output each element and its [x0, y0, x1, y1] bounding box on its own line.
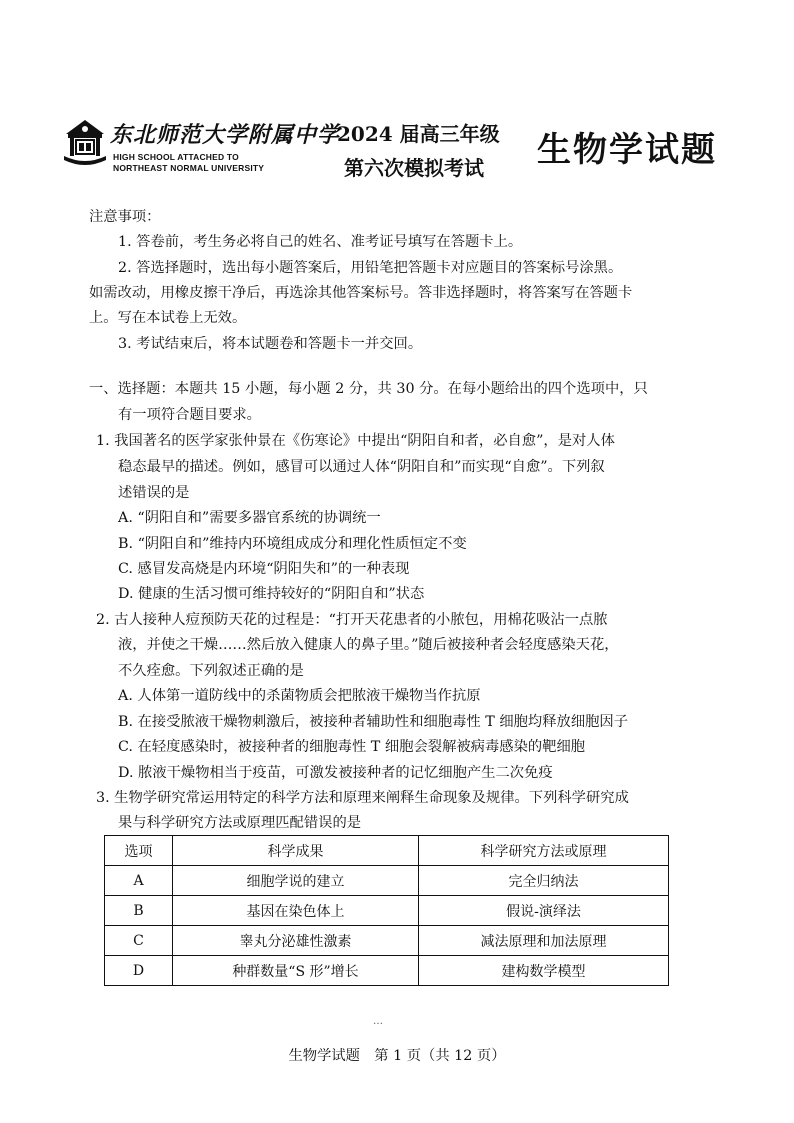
question-3-stem: 果与科学研究方法或原理匹配错误的是	[118, 815, 362, 831]
school-crest-icon	[62, 116, 108, 168]
section-heading: 一、选择题：本题共 15 小题，每小题 2 分，共 30 分。在每小题给出的四个选项中，只	[89, 381, 648, 397]
question-2-option-a: A. 人体第一道防线中的杀菌物质会把脓液干燥物当作抗原	[118, 688, 481, 704]
school-logo	[62, 116, 108, 168]
table-header-cell: 选项	[105, 836, 173, 866]
table-cell: 假说-演绎法	[419, 896, 669, 926]
question-1-option-a: A. “阴阳自和”需要多器官系统的协调统一	[118, 510, 381, 526]
question-1-stem: 稳态最早的描述。例如，感冒可以通过人体“阴阳自和”而实现“自愈”。下列叙	[118, 459, 605, 475]
table-cell: 完全归纳法	[419, 866, 669, 896]
question-3-table	[104, 835, 669, 986]
table-row	[105, 956, 669, 986]
table-cell: A	[105, 866, 173, 896]
question-1-stem: 述错误的是	[118, 485, 190, 501]
question-2-option-b: B. 在接受脓液干燥物刺激后，被接种者辅助性和细胞毒性 T 细胞均释放细胞因子	[118, 714, 629, 730]
page-footer: 生物学试题 第 1 页（共 12 页）	[288, 1048, 506, 1064]
table-cell: 睾丸分泌雄性激素	[173, 926, 419, 956]
question-1-stem: 1. 我国著名的医学家张仲景在《伤寒论》中提出“阴阳自和者，必自愈”，是对人体	[96, 433, 615, 449]
question-2-stem: 不久痊愈。下列叙述正确的是	[118, 663, 304, 679]
notice-line: 如需改动，用橡皮擦干净后，再选涂其他答案标号。答非选择题时，将答案写在答题卡	[89, 285, 633, 301]
school-name-cn: 东北师范大学附属中学	[110, 122, 341, 148]
table-cell: 细胞学说的建立	[173, 866, 419, 896]
notice-line: 上。写在本试卷上无效。	[89, 310, 247, 326]
notice-line: 2. 答选择题时，选出每小题答案后，用铅笔把答题卡对应题目的答案标号涂黑。	[118, 260, 623, 276]
table-header-cell: 科学研究方法或原理	[419, 836, 669, 866]
table-cell: C	[105, 926, 173, 956]
table-row	[105, 866, 669, 896]
exam-grade: 2024 届高三年级	[337, 122, 500, 146]
table-cell: 基因在染色体上	[173, 896, 419, 926]
question-2-stem: 液，并使之干燥……然后放入健康人的鼻子里。”随后被接种者会轻度感染天花，	[118, 637, 619, 653]
table-header-cell: 科学成果	[173, 836, 419, 866]
table-row	[105, 926, 669, 956]
question-1-option-b: B. “阴阳自和”维持内环境组成成分和理化性质恒定不变	[118, 536, 467, 552]
table-header-row	[105, 836, 669, 866]
notice-line: 3. 考试结束后，将本试题卷和答题卡一并交回。	[118, 336, 423, 352]
question-2-option-c: C. 在轻度感染时，被接种者的细胞毒性 T 细胞会裂解被病毒感染的靶细胞	[118, 739, 586, 755]
section-heading-cont: 有一项符合题目要求。	[118, 407, 261, 423]
table-cell: 减法原理和加法原理	[419, 926, 669, 956]
notice-line: 1. 答卷前，考生务必将自己的姓名、准考证号填写在答题卡上。	[118, 234, 523, 250]
question-1-option-c: C. 感冒发高烧是内环境“阴阳失和”的一种表现	[118, 561, 410, 577]
question-2-stem: 2. 古人接种人痘预防天花的过程是：“打开天花患者的小脓包，用棉花吸沾一点脓	[96, 612, 608, 628]
table-cell: 种群数量“S 形”增长	[173, 956, 419, 986]
school-name-en-line2: NORTHEAST NORMAL UNIVERSITY	[113, 163, 265, 173]
question-1-option-d: D. 健康的生活习惯可维持较好的“阴阳自和”状态	[118, 586, 425, 602]
table-cell: D	[105, 956, 173, 986]
table-cell: B	[105, 896, 173, 926]
table-cell: 建构数学模型	[419, 956, 669, 986]
question-3-stem: 3. 生物学研究常运用特定的科学方法和原理来阐释生命现象及规律。下列科学研究成	[96, 790, 629, 806]
table-row	[105, 896, 669, 926]
notice-title: 注意事项：	[89, 209, 161, 225]
footer-dots: …	[373, 1016, 383, 1027]
subject-title: 生物学试题	[537, 130, 717, 170]
question-2-option-d: D. 脓液干燥物相当于疫苗，可激发被接种者的记忆细胞产生二次免疫	[118, 765, 553, 781]
school-name-en-line1: HIGH SCHOOL ATTACHED TO	[113, 152, 239, 162]
exam-round: 第六次模拟考试	[344, 156, 484, 180]
